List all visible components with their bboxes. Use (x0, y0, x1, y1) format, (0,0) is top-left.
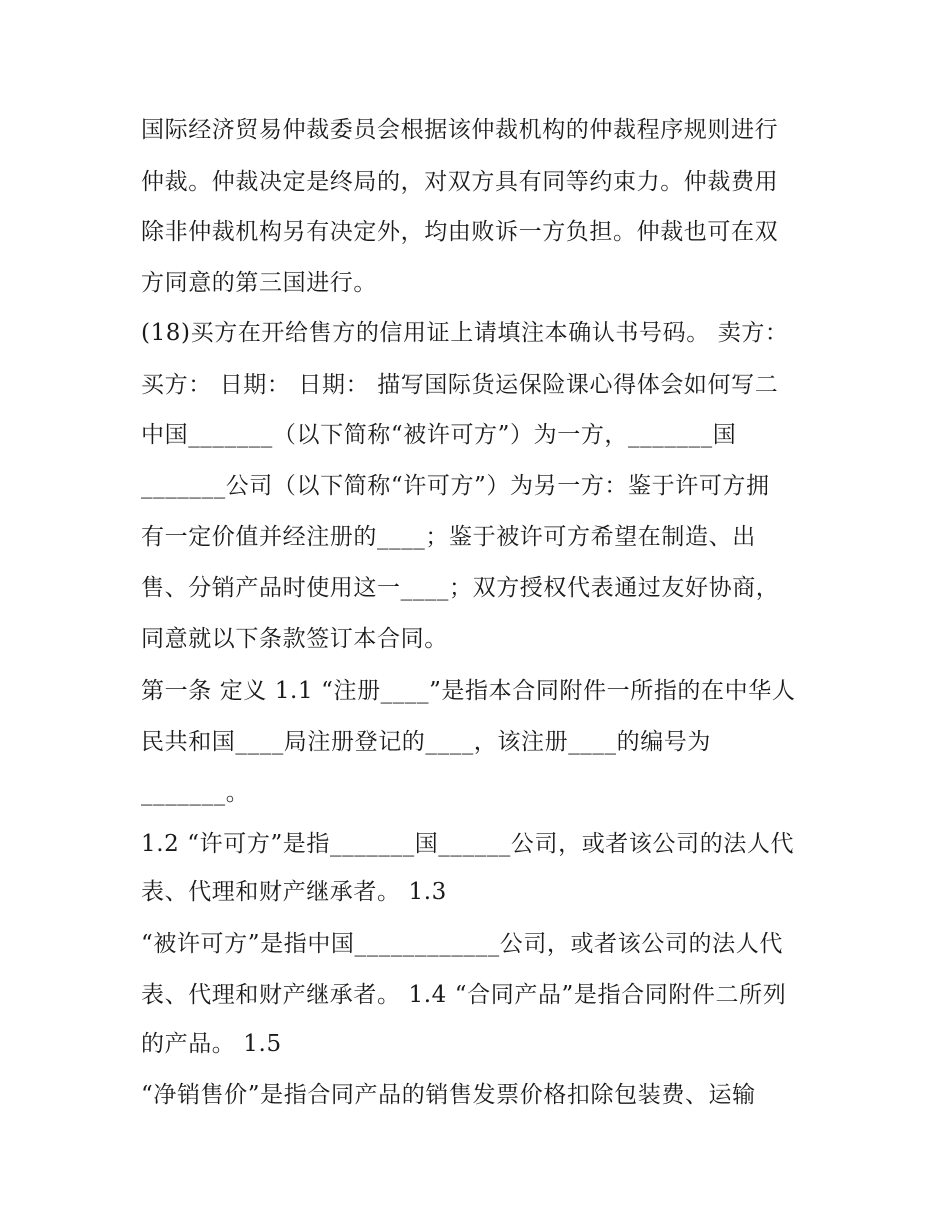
text-line: 表、代理和财产继承者。 1.4 “合同产品”是指合同附件二所列 (141, 982, 787, 1008)
text-line: (18)买方在开给售方的信用证上请填注本确认书号码。 卖方： (141, 320, 789, 346)
text-line: 中国_______（以下简称“被许可方”）为一方，_______国 (141, 422, 737, 448)
text-line: 第一条 定义 1.1 “注册____”是指本合同附件一所指的在中华人 (141, 678, 796, 704)
text-line: 除非仲裁机构另有决定外，均由败诉一方负担。仲裁也可在双 (141, 219, 779, 245)
text-line: 仲裁。仲裁决定是终局的，对双方具有同等约束力。仲裁费用 (141, 169, 779, 195)
text-line: 1.2 “许可方”是指_______国______公司，或者该公司的法人代 (141, 831, 795, 857)
text-line: 民共和国____局注册登记的____，该注册____的编号为 (141, 729, 711, 755)
text-line: _______公司（以下简称“许可方”）为另一方：鉴于许可方拥 (141, 473, 770, 499)
text-line: 表、代理和财产继承者。 1.3 (141, 879, 447, 905)
text-line: 方同意的第三国进行。 (141, 270, 377, 296)
text-line: “净销售价”是指合同产品的销售发票价格扣除包装费、运输 (141, 1082, 756, 1108)
text-line: “被许可方”是指中国____________公司，或者该公司的法人代 (141, 931, 783, 957)
text-line: 有一定价值并经注册的____；鉴于被许可方希望在制造、出 (141, 524, 756, 550)
text-line: 售、分销产品时使用这一____；双方授权代表通过友好协商， (141, 575, 780, 601)
text-line: 国际经济贸易仲裁委员会根据该仲裁机构的仲裁程序规则进行 (141, 117, 779, 143)
text-line: _______。 (141, 780, 250, 806)
text-line: 同意就以下条款签订本合同。 (141, 626, 448, 652)
text-line: 的产品。 1.5 (141, 1031, 282, 1057)
text-line: 买方： 日期： 日期： 描写国际货运保险课心得体会如何写二 (141, 372, 779, 398)
